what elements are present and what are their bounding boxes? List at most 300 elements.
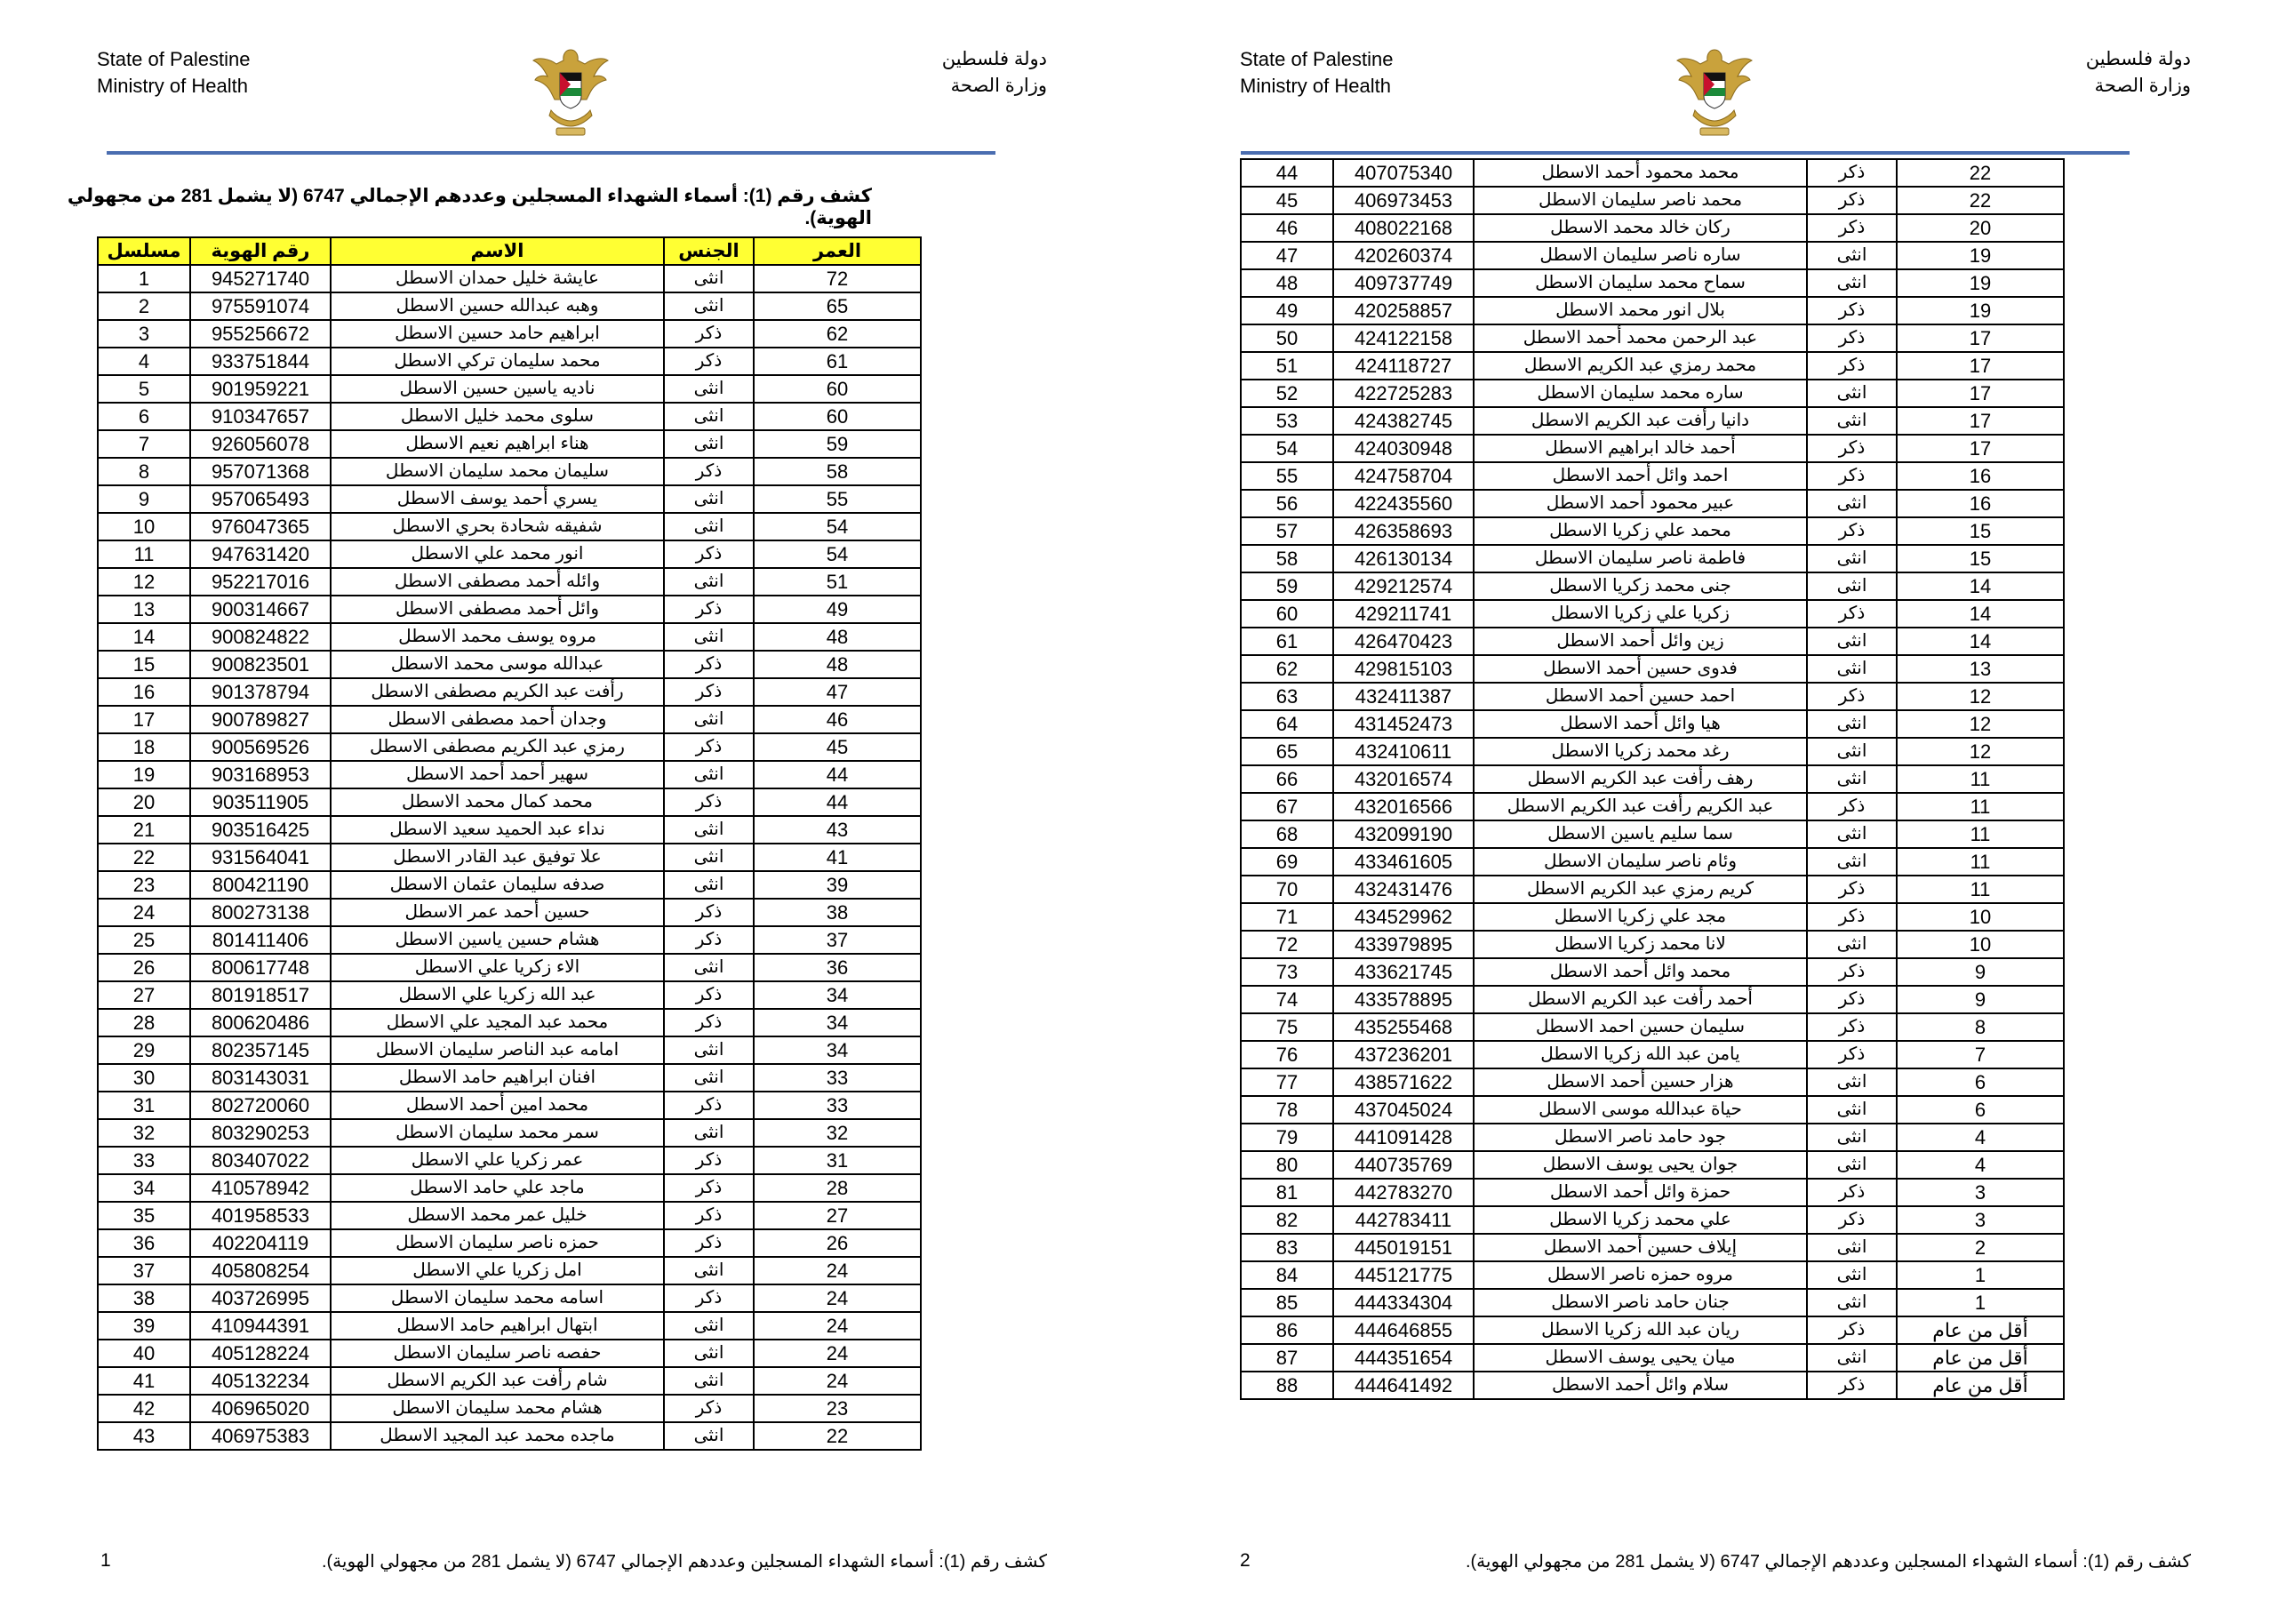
palestine-eagle-emblem-icon — [530, 41, 611, 148]
age-cell: 11 — [1897, 876, 2064, 903]
serial-cell: 83 — [1241, 1234, 1333, 1261]
name-cell: عايشة خليل حمدان الاسطل — [331, 265, 664, 292]
sex-cell: انثى — [664, 513, 754, 540]
serial-cell: 34 — [98, 1174, 190, 1202]
serial-cell: 65 — [1241, 738, 1333, 765]
name-cell: عبد الكريم رأفت عبد الكريم الاسطل — [1474, 793, 1807, 820]
id-cell: 444351654 — [1333, 1344, 1474, 1372]
id-cell: 444641492 — [1333, 1372, 1474, 1399]
id-cell: 406975383 — [190, 1422, 331, 1450]
sex-cell: انثى — [664, 485, 754, 513]
id-cell: 433461605 — [1333, 848, 1474, 876]
serial-cell: 80 — [1241, 1151, 1333, 1179]
table-row — [1241, 600, 2064, 628]
sex-cell: انثى — [1807, 710, 1897, 738]
serial-cell: 27 — [98, 981, 190, 1009]
table-row — [98, 1229, 921, 1257]
name-cell: ابراهيم حامد حسين الاسطل — [331, 320, 664, 348]
id-cell: 801411406 — [190, 926, 331, 954]
id-cell: 800273138 — [190, 899, 331, 926]
sex-cell: ذكر — [664, 596, 754, 623]
age-cell: 17 — [1897, 324, 2064, 352]
id-cell: 945271740 — [190, 265, 331, 292]
header-state: State of Palestine — [97, 48, 251, 70]
sex-cell: ذكر — [664, 1147, 754, 1174]
sex-cell: ذكر — [664, 348, 754, 375]
age-cell: 6 — [1897, 1096, 2064, 1124]
age-cell: 15 — [1897, 517, 2064, 545]
table-row — [1241, 1234, 2064, 1261]
sex-cell: ذكر — [1807, 1206, 1897, 1234]
header-rule — [1241, 151, 2130, 155]
id-cell: 910347657 — [190, 403, 331, 430]
table-row — [1241, 1068, 2064, 1096]
table-row — [1241, 517, 2064, 545]
sex-cell: ذكر — [664, 926, 754, 954]
age-cell: 60 — [754, 375, 921, 403]
table-row — [98, 1367, 921, 1395]
id-cell: 424118727 — [1333, 352, 1474, 380]
table-row — [1241, 1041, 2064, 1068]
age-cell: 33 — [754, 1064, 921, 1092]
age-cell: 3 — [1897, 1179, 2064, 1206]
id-cell: 432431476 — [1333, 876, 1474, 903]
name-cell: ريان عبد الله زكريا الاسطل — [1474, 1316, 1807, 1344]
age-cell: 11 — [1897, 793, 2064, 820]
age-cell: 11 — [1897, 848, 2064, 876]
header-state-ar: دولة فلسطين — [2085, 49, 2191, 69]
sex-cell: انثى — [1807, 1068, 1897, 1096]
id-cell: 441091428 — [1333, 1124, 1474, 1151]
serial-cell: 71 — [1241, 903, 1333, 931]
age-cell: 19 — [1897, 269, 2064, 297]
name-cell: شام رأفت عبد الكريم الاسطل — [331, 1367, 664, 1395]
age-cell: 19 — [1897, 242, 2064, 269]
table-row — [98, 1036, 921, 1064]
serial-cell: 75 — [1241, 1013, 1333, 1041]
id-cell: 800620486 — [190, 1009, 331, 1036]
sex-cell: انثى — [664, 430, 754, 458]
serial-cell: 41 — [98, 1367, 190, 1395]
name-cell: ماجده محمد عبد المجيد الاسطل — [331, 1422, 664, 1450]
name-cell: سليمان محمد سليمان الاسطل — [331, 458, 664, 485]
name-cell: محمد علي زكريا الاسطل — [1474, 517, 1807, 545]
table-row — [1241, 435, 2064, 462]
name-cell: ساره محمد سليمان الاسطل — [1474, 380, 1807, 407]
sex-cell: انثى — [1807, 765, 1897, 793]
id-cell: 403726995 — [190, 1284, 331, 1312]
id-cell: 901378794 — [190, 678, 331, 706]
table-row — [1241, 352, 2064, 380]
sex-cell: انثى — [664, 761, 754, 788]
name-cell: سمر محمد سليمان الاسطل — [331, 1119, 664, 1147]
name-cell: أحمد رأفت عبد الكريم الاسطل — [1474, 986, 1807, 1013]
serial-cell: 54 — [1241, 435, 1333, 462]
serial-cell: 61 — [1241, 628, 1333, 655]
age-cell: 72 — [754, 265, 921, 292]
name-cell: هيا وائل أحمد الاسطل — [1474, 710, 1807, 738]
name-cell: جوان يحيى يوسف الاسطل — [1474, 1151, 1807, 1179]
serial-cell: 35 — [98, 1202, 190, 1229]
footer-caption: كشف رقم (1): أسماء الشهداء المسجلين وعددهم الإجمالي 6747 (لا يشمل 281 من مجهولي الهوية). — [321, 1552, 1047, 1572]
name-cell: مروه يوسف محمد الاسطل — [331, 623, 664, 651]
sex-cell: انثى — [664, 1064, 754, 1092]
sex-cell: انثى — [664, 816, 754, 844]
serial-cell: 72 — [1241, 931, 1333, 958]
table-row — [1241, 1096, 2064, 1124]
id-cell: 900569526 — [190, 733, 331, 761]
sex-cell: ذكر — [1807, 1013, 1897, 1041]
table-row — [1241, 1372, 2064, 1399]
id-cell: 422435560 — [1333, 490, 1474, 517]
name-cell: سما سليم ياسين الاسطل — [1474, 820, 1807, 848]
table-row — [1241, 903, 2064, 931]
serial-cell: 22 — [98, 844, 190, 871]
serial-cell: 88 — [1241, 1372, 1333, 1399]
name-cell: لانا محمد زكريا الاسطل — [1474, 931, 1807, 958]
sex-cell: ذكر — [664, 1202, 754, 1229]
name-cell: ابتهال ابراهيم حامد الاسطل — [331, 1312, 664, 1340]
table-row — [98, 651, 921, 678]
serial-cell: 82 — [1241, 1206, 1333, 1234]
sex-cell: انثى — [664, 623, 754, 651]
id-cell: 406973453 — [1333, 187, 1474, 214]
age-cell: 36 — [754, 954, 921, 981]
name-cell: امامه عبد الناصر سليمان الاسطل — [331, 1036, 664, 1064]
id-cell: 435255468 — [1333, 1013, 1474, 1041]
serial-cell: 60 — [1241, 600, 1333, 628]
name-cell: هشام حسين ياسين الاسطل — [331, 926, 664, 954]
sex-cell: ذكر — [1807, 352, 1897, 380]
age-cell: 59 — [754, 430, 921, 458]
age-cell: 10 — [1897, 903, 2064, 931]
serial-cell: 24 — [98, 899, 190, 926]
table-row — [98, 568, 921, 596]
name-cell: عمر زكريا علي الاسطل — [331, 1147, 664, 1174]
roster-table — [1240, 158, 2065, 1400]
name-cell: رأفت عبد الكريم مصطفى الاسطل — [331, 678, 664, 706]
id-cell: 800421190 — [190, 871, 331, 899]
id-cell: 957065493 — [190, 485, 331, 513]
serial-cell: 76 — [1241, 1041, 1333, 1068]
sex-cell: ذكر — [664, 1284, 754, 1312]
table-row — [1241, 159, 2064, 187]
age-cell: 9 — [1897, 958, 2064, 986]
age-cell: 34 — [754, 1036, 921, 1064]
age-cell: 47 — [754, 678, 921, 706]
age-cell: أقل من عام — [1897, 1316, 2064, 1344]
id-cell: 432410611 — [1333, 738, 1474, 765]
serial-cell: 39 — [98, 1312, 190, 1340]
sex-cell: ذكر — [1807, 462, 1897, 490]
age-cell: 13 — [1897, 655, 2064, 683]
table-row — [98, 816, 921, 844]
name-cell: يامن عبد الله زكريا الاسطل — [1474, 1041, 1807, 1068]
table-row — [1241, 324, 2064, 352]
age-cell: 46 — [754, 706, 921, 733]
table-row — [1241, 545, 2064, 572]
name-cell: بلال انور محمد الاسطل — [1474, 297, 1807, 324]
footer-caption: كشف رقم (1): أسماء الشهداء المسجلين وعددهم الإجمالي 6747 (لا يشمل 281 من مجهولي الهوية). — [1465, 1552, 2191, 1572]
age-cell: 14 — [1897, 600, 2064, 628]
age-cell: 33 — [754, 1092, 921, 1119]
serial-cell: 84 — [1241, 1261, 1333, 1289]
serial-cell: 4 — [98, 348, 190, 375]
age-cell: 12 — [1897, 738, 2064, 765]
header-arabic — [2086, 46, 2191, 100]
age-cell: 17 — [1897, 380, 2064, 407]
id-cell: 401958533 — [190, 1202, 331, 1229]
table-row — [98, 1009, 921, 1036]
id-cell: 802720060 — [190, 1092, 331, 1119]
age-cell: 38 — [754, 899, 921, 926]
serial-cell: 21 — [98, 816, 190, 844]
age-cell: 14 — [1897, 628, 2064, 655]
sex-cell: انثى — [1807, 628, 1897, 655]
name-cell: محمد محمود أحمد الاسطل — [1474, 159, 1807, 187]
sex-cell: ذكر — [1807, 214, 1897, 242]
sex-cell: انثى — [1807, 1289, 1897, 1316]
sex-cell: ذكر — [1807, 187, 1897, 214]
table-row — [98, 1064, 921, 1092]
id-cell: 800617748 — [190, 954, 331, 981]
header-english — [97, 46, 250, 100]
table-row — [98, 1147, 921, 1174]
serial-cell: 50 — [1241, 324, 1333, 352]
roster-table — [97, 236, 922, 1451]
name-cell: حمزه ناصر سليمان الاسطل — [331, 1229, 664, 1257]
palestine-eagle-emblem-icon — [1674, 41, 1755, 148]
serial-cell: 31 — [98, 1092, 190, 1119]
id-cell: 926056078 — [190, 430, 331, 458]
table-row — [98, 1284, 921, 1312]
serial-cell: 20 — [98, 788, 190, 816]
name-cell: حفصه ناصر سليمان الاسطل — [331, 1340, 664, 1367]
name-cell: سلام وائل أحمد الاسطل — [1474, 1372, 1807, 1399]
id-cell: 429815103 — [1333, 655, 1474, 683]
table-row — [1241, 848, 2064, 876]
sex-cell: ذكر — [1807, 517, 1897, 545]
age-cell: 20 — [1897, 214, 2064, 242]
id-cell: 431452473 — [1333, 710, 1474, 738]
table-row — [98, 678, 921, 706]
id-cell: 409737749 — [1333, 269, 1474, 297]
age-cell: أقل من عام — [1897, 1344, 2064, 1372]
sex-cell: انثى — [1807, 1151, 1897, 1179]
serial-cell: 52 — [1241, 380, 1333, 407]
sex-cell: انثى — [1807, 1344, 1897, 1372]
serial-cell: 77 — [1241, 1068, 1333, 1096]
table-row — [1241, 986, 2064, 1013]
serial-cell: 7 — [98, 430, 190, 458]
serial-cell: 15 — [98, 651, 190, 678]
age-cell: 24 — [754, 1312, 921, 1340]
id-cell: 424758704 — [1333, 462, 1474, 490]
name-cell: حياة عبدالله موسى الاسطل — [1474, 1096, 1807, 1124]
serial-cell: 47 — [1241, 242, 1333, 269]
header-ministry-ar: وزارة الصحة — [2094, 76, 2191, 96]
serial-cell: 5 — [98, 375, 190, 403]
name-cell: هشام محمد سليمان الاسطل — [331, 1395, 664, 1422]
table-row — [98, 596, 921, 623]
sex-cell: ذكر — [1807, 876, 1897, 903]
id-cell: 900824822 — [190, 623, 331, 651]
sex-cell: ذكر — [664, 1229, 754, 1257]
sex-cell: ذكر — [1807, 1372, 1897, 1399]
serial-cell: 38 — [98, 1284, 190, 1312]
id-cell: 900314667 — [190, 596, 331, 623]
id-cell: 426470423 — [1333, 628, 1474, 655]
id-cell: 433979895 — [1333, 931, 1474, 958]
id-cell: 445019151 — [1333, 1234, 1474, 1261]
table-row — [1241, 297, 2064, 324]
serial-cell: 43 — [98, 1422, 190, 1450]
name-cell: زين وائل أحمد الاسطل — [1474, 628, 1807, 655]
sex-cell: ذكر — [1807, 958, 1897, 986]
report-title: كشف رقم (1): أسماء الشهداء المسجلين وعددهم الإجمالي 6747 (لا يشمل 281 من مجهولي الهوية). — [67, 186, 872, 228]
sex-cell: انثى — [1807, 407, 1897, 435]
serial-cell: 16 — [98, 678, 190, 706]
name-cell: امل زكريا علي الاسطل — [331, 1257, 664, 1284]
id-cell: 803290253 — [190, 1119, 331, 1147]
sex-cell: ذكر — [664, 320, 754, 348]
sex-cell: انثى — [1807, 738, 1897, 765]
id-cell: 957071368 — [190, 458, 331, 485]
name-cell: محمد امين أحمد الاسطل — [331, 1092, 664, 1119]
id-cell: 433621745 — [1333, 958, 1474, 986]
age-cell: 65 — [754, 292, 921, 320]
name-cell: جنان حامد ناصر الاسطل — [1474, 1289, 1807, 1316]
age-cell: 60 — [754, 403, 921, 430]
age-cell: 17 — [1897, 435, 2064, 462]
age-cell: 19 — [1897, 297, 2064, 324]
name-cell: سليمان حسين احمد الاسطل — [1474, 1013, 1807, 1041]
serial-cell: 2 — [98, 292, 190, 320]
age-cell: 10 — [1897, 931, 2064, 958]
table-row — [1241, 187, 2064, 214]
serial-cell: 59 — [1241, 572, 1333, 600]
table-row — [98, 292, 921, 320]
sex-cell: ذكر — [1807, 324, 1897, 352]
page-number: 2 — [1240, 1550, 1251, 1571]
age-cell: 3 — [1897, 1206, 2064, 1234]
serial-cell: 70 — [1241, 876, 1333, 903]
sex-cell: انثى — [1807, 655, 1897, 683]
table-row — [1241, 1124, 2064, 1151]
serial-cell: 57 — [1241, 517, 1333, 545]
sex-cell: ذكر — [1807, 1041, 1897, 1068]
id-cell: 444646855 — [1333, 1316, 1474, 1344]
serial-cell: 19 — [98, 761, 190, 788]
table-row — [98, 320, 921, 348]
table-row — [1241, 655, 2064, 683]
table-row — [98, 1340, 921, 1367]
serial-cell: 86 — [1241, 1316, 1333, 1344]
name-cell: محمد عبد المجيد علي الاسطل — [331, 1009, 664, 1036]
age-cell: 48 — [754, 651, 921, 678]
id-cell: 933751844 — [190, 348, 331, 375]
sex-cell: ذكر — [1807, 1179, 1897, 1206]
table-row — [1241, 1206, 2064, 1234]
id-cell: 405132234 — [190, 1367, 331, 1395]
name-cell: علي محمد زكريا الاسطل — [1474, 1206, 1807, 1234]
id-cell: 426130134 — [1333, 545, 1474, 572]
age-cell: أقل من عام — [1897, 1372, 2064, 1399]
name-cell: محمد كمال محمد الاسطل — [331, 788, 664, 816]
serial-cell: 28 — [98, 1009, 190, 1036]
age-cell: 11 — [1897, 820, 2064, 848]
age-cell: 45 — [754, 733, 921, 761]
name-cell: نداء عبد الحميد سعيد الاسطل — [331, 816, 664, 844]
sex-cell: ذكر — [664, 1009, 754, 1036]
sex-cell: انثى — [1807, 1096, 1897, 1124]
table-row — [98, 513, 921, 540]
name-cell: عبد الرحمن محمد أحمد الاسطل — [1474, 324, 1807, 352]
serial-cell: 56 — [1241, 490, 1333, 517]
name-cell: وهبه عبدالله حسين الاسطل — [331, 292, 664, 320]
age-cell: 32 — [754, 1119, 921, 1147]
table-row — [1241, 820, 2064, 848]
serial-cell: 32 — [98, 1119, 190, 1147]
table-row — [98, 458, 921, 485]
age-cell: 34 — [754, 981, 921, 1009]
id-cell: 405128224 — [190, 1340, 331, 1367]
id-cell: 420258857 — [1333, 297, 1474, 324]
serial-cell: 12 — [98, 568, 190, 596]
sex-cell: انثى — [664, 292, 754, 320]
sex-cell: انثى — [664, 871, 754, 899]
table-row — [1241, 1344, 2064, 1372]
serial-cell: 13 — [98, 596, 190, 623]
id-cell: 407075340 — [1333, 159, 1474, 187]
id-cell: 437045024 — [1333, 1096, 1474, 1124]
sex-cell: انثى — [664, 1340, 754, 1367]
serial-cell: 25 — [98, 926, 190, 954]
age-cell: 43 — [754, 816, 921, 844]
serial-cell: 33 — [98, 1147, 190, 1174]
age-cell: 44 — [754, 761, 921, 788]
id-cell: 903511905 — [190, 788, 331, 816]
name-cell: فاطمة ناصر سليمان الاسطل — [1474, 545, 1807, 572]
table-row — [1241, 214, 2064, 242]
sex-cell: ذكر — [1807, 903, 1897, 931]
age-cell: 54 — [754, 513, 921, 540]
age-cell: 17 — [1897, 407, 2064, 435]
name-cell: محمد رمزي عبد الكريم الاسطل — [1474, 352, 1807, 380]
name-cell: جنى محمد زكريا الاسطل — [1474, 572, 1807, 600]
id-cell: 903516425 — [190, 816, 331, 844]
table-row — [1241, 1179, 2064, 1206]
id-cell: 420260374 — [1333, 242, 1474, 269]
age-cell: 24 — [754, 1367, 921, 1395]
name-cell: فدوى حسين أحمد الاسطل — [1474, 655, 1807, 683]
serial-cell: 45 — [1241, 187, 1333, 214]
serial-cell: 53 — [1241, 407, 1333, 435]
name-cell: أحمد خالد ابراهيم الاسطل — [1474, 435, 1807, 462]
sex-cell: انثى — [1807, 931, 1897, 958]
table-row — [1241, 628, 2064, 655]
id-cell: 801918517 — [190, 981, 331, 1009]
table-row — [1241, 1013, 2064, 1041]
serial-cell: 8 — [98, 458, 190, 485]
age-cell: 4 — [1897, 1124, 2064, 1151]
name-cell: حمزة وائل أحمد الاسطل — [1474, 1179, 1807, 1206]
id-cell: 442783270 — [1333, 1179, 1474, 1206]
id-cell: 424382745 — [1333, 407, 1474, 435]
serial-cell: 17 — [98, 706, 190, 733]
name-cell: دانيا رأفت عبد الكريم الاسطل — [1474, 407, 1807, 435]
name-cell: ناديه ياسين حسين الاسطل — [331, 375, 664, 403]
